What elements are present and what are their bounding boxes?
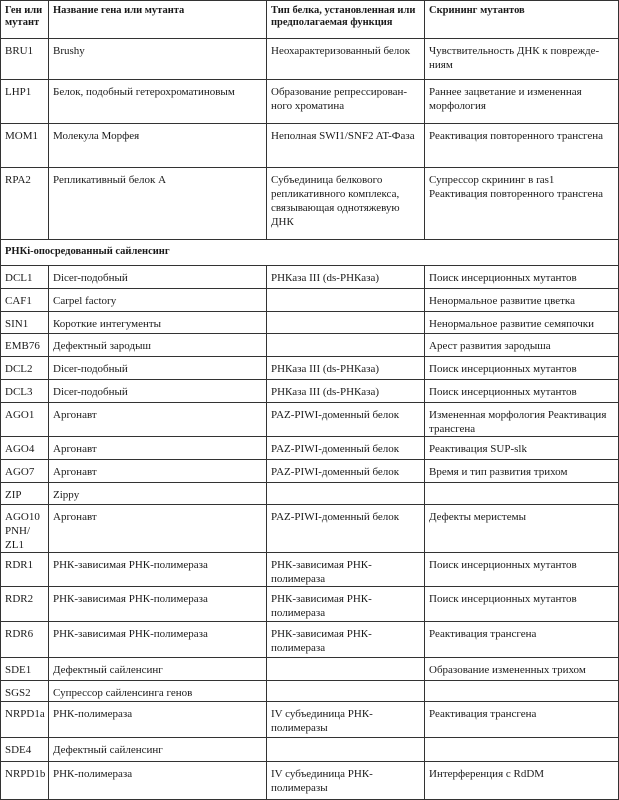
cell-type: IV субъединица РНК-полимеразы [267, 702, 425, 738]
header-name: Название гена или мутанта [49, 1, 267, 39]
cell-type: PAZ-PIWI-доменный белок [267, 437, 425, 460]
cell-screen: Реактивация повторенного трансгена [425, 124, 619, 168]
header-screen: Скрининг мутантов [425, 1, 619, 39]
cell-screen: Ненормальное развитие семяпочки [425, 312, 619, 334]
table-row [1, 738, 619, 762]
table-row [1, 312, 619, 334]
cell-gene: EMB76 [1, 334, 49, 357]
cell-type [267, 681, 425, 702]
cell-screen: Поиск инсерционных мутантов [425, 553, 619, 587]
cell-type: PAZ-PIWI-доменный белок [267, 460, 425, 483]
cell-name: РНК-зависимая РНК-полимераза [49, 553, 267, 587]
cell-gene: SGS2 [1, 681, 49, 702]
cell-gene: RPA2 [1, 168, 49, 240]
table-row [1, 622, 619, 658]
cell-gene: NRPD1b [1, 762, 49, 800]
cell-type: IV субъединица РНК-полимеразы [267, 762, 425, 800]
cell-gene: LHP1 [1, 80, 49, 124]
cell-type: Субъединица белкового репликативного комплекса, связывающая однотяжевую ДНК [267, 168, 425, 240]
cell-screen: Поиск инсерционных мутантов [425, 357, 619, 380]
table-row [1, 762, 619, 800]
table-row [1, 168, 619, 240]
table-row [1, 437, 619, 460]
cell-screen [425, 738, 619, 762]
cell-name: Дефектный сайленсинг [49, 658, 267, 681]
cell-name: Dicer-подобный [49, 266, 267, 289]
cell-gene: ZIP [1, 483, 49, 505]
cell-name: Короткие интегументы [49, 312, 267, 334]
cell-type: РНКаза III (ds-РНКаза) [267, 357, 425, 380]
cell-screen: Ненормальное развитие цветка [425, 289, 619, 312]
table-row [1, 505, 619, 553]
cell-screen: Реактивация трансгена [425, 702, 619, 738]
cell-type [267, 738, 425, 762]
table-row [1, 289, 619, 312]
cell-type: РНК-зависимая РНК-полимераза [267, 553, 425, 587]
cell-screen: Образование измененных трихом [425, 658, 619, 681]
table-row [1, 658, 619, 681]
cell-name: Carpel factory [49, 289, 267, 312]
cell-screen: Дефекты меристемы [425, 505, 619, 553]
cell-gene: BRU1 [1, 39, 49, 80]
table-row [1, 460, 619, 483]
cell-name: РНК-зависимая РНК-полимераза [49, 587, 267, 622]
cell-name: Dicer-подобный [49, 357, 267, 380]
header-gene: Ген или мутант [1, 1, 49, 39]
cell-type: Неохарактеризованный белок [267, 39, 425, 80]
cell-gene: RDR6 [1, 622, 49, 658]
table-row [1, 334, 619, 357]
cell-name: Аргонавт [49, 505, 267, 553]
cell-screen: Супрессор скрининг в ras1 Реактивация повторенного трансгена [425, 168, 619, 240]
table-row [1, 380, 619, 403]
cell-name: Супрессор сайленсинга генов [49, 681, 267, 702]
cell-name: Дефектный сайленсинг [49, 738, 267, 762]
header-type: Тип белка, установленная или предполагаемая функция [267, 1, 425, 39]
cell-name: РНК-полимераза [49, 762, 267, 800]
cell-screen: Поиск инсерционных мутантов [425, 587, 619, 622]
cell-name: РНК-зависимая РНК-полимераза [49, 622, 267, 658]
cell-screen: Реактивация SUP-slk [425, 437, 619, 460]
cell-type [267, 289, 425, 312]
cell-gene: RDR1 [1, 553, 49, 587]
cell-type [267, 334, 425, 357]
section-title: РНКi-опосредованный сайленсинг [1, 240, 619, 266]
cell-type: РНКаза III (ds-РНКаза) [267, 380, 425, 403]
cell-gene: AGO7 [1, 460, 49, 483]
cell-gene: NRPD1a [1, 702, 49, 738]
cell-type: Неполная SWI1/SNF2 AT-Фаза [267, 124, 425, 168]
cell-type [267, 312, 425, 334]
cell-name: Аргонавт [49, 437, 267, 460]
cell-screen: Время и тип развития трихом [425, 460, 619, 483]
cell-name: РНК-полимераза [49, 702, 267, 738]
cell-screen [425, 483, 619, 505]
cell-gene: SDE4 [1, 738, 49, 762]
cell-screen: Поиск инсерционных мутантов [425, 266, 619, 289]
cell-screen: Интерференция с RdDM [425, 762, 619, 800]
cell-type: РНК-зависимая РНК-полимераза [267, 587, 425, 622]
cell-screen: Чувствительность ДНК к поврежде-ниям [425, 39, 619, 80]
section-row [1, 240, 619, 266]
cell-type [267, 483, 425, 505]
table-row [1, 403, 619, 437]
cell-gene: AGO4 [1, 437, 49, 460]
cell-name: Аргонавт [49, 460, 267, 483]
cell-name: Молекула Морфея [49, 124, 267, 168]
cell-gene: AGO10 PNH/ ZL1 [1, 505, 49, 553]
cell-screen: Арест развития зародыша [425, 334, 619, 357]
cell-gene: AGO1 [1, 403, 49, 437]
table-row [1, 553, 619, 587]
table-row [1, 483, 619, 505]
cell-gene: DCL1 [1, 266, 49, 289]
table-row [1, 702, 619, 738]
table-row [1, 39, 619, 80]
cell-name: Аргонавт [49, 403, 267, 437]
cell-gene: CAF1 [1, 289, 49, 312]
cell-name: Репликативный белок А [49, 168, 267, 240]
cell-type: РНКаза III (ds-РНКаза) [267, 266, 425, 289]
cell-type: Образование репрессирован-ного хроматина [267, 80, 425, 124]
cell-screen: Измененная морфология Реактивация трансгена [425, 403, 619, 437]
cell-screen: Раннее зацветание и измененная морфология [425, 80, 619, 124]
cell-name: Белок, подобный гетерохроматиновым [49, 80, 267, 124]
cell-gene: DCL3 [1, 380, 49, 403]
cell-type: PAZ-PIWI-доменный белок [267, 505, 425, 553]
cell-gene: DCL2 [1, 357, 49, 380]
cell-screen: Поиск инсерционных мутантов [425, 380, 619, 403]
cell-gene: SDE1 [1, 658, 49, 681]
cell-name: Дефектный зародыш [49, 334, 267, 357]
table-row [1, 80, 619, 124]
cell-gene: MOM1 [1, 124, 49, 168]
cell-type: PAZ-PIWI-доменный белок [267, 403, 425, 437]
cell-type: РНК-зависимая РНК-полимераза [267, 622, 425, 658]
table-header [1, 1, 619, 39]
cell-name: Dicer-подобный [49, 380, 267, 403]
table-row [1, 357, 619, 380]
cell-gene: SIN1 [1, 312, 49, 334]
table-row [1, 124, 619, 168]
cell-name: Brushy [49, 39, 267, 80]
cell-gene: RDR2 [1, 587, 49, 622]
table-row [1, 681, 619, 702]
table-row [1, 266, 619, 289]
cell-name: Zippy [49, 483, 267, 505]
cell-screen: Реактивация трансгена [425, 622, 619, 658]
table-row [1, 587, 619, 622]
cell-type [267, 658, 425, 681]
cell-screen [425, 681, 619, 702]
